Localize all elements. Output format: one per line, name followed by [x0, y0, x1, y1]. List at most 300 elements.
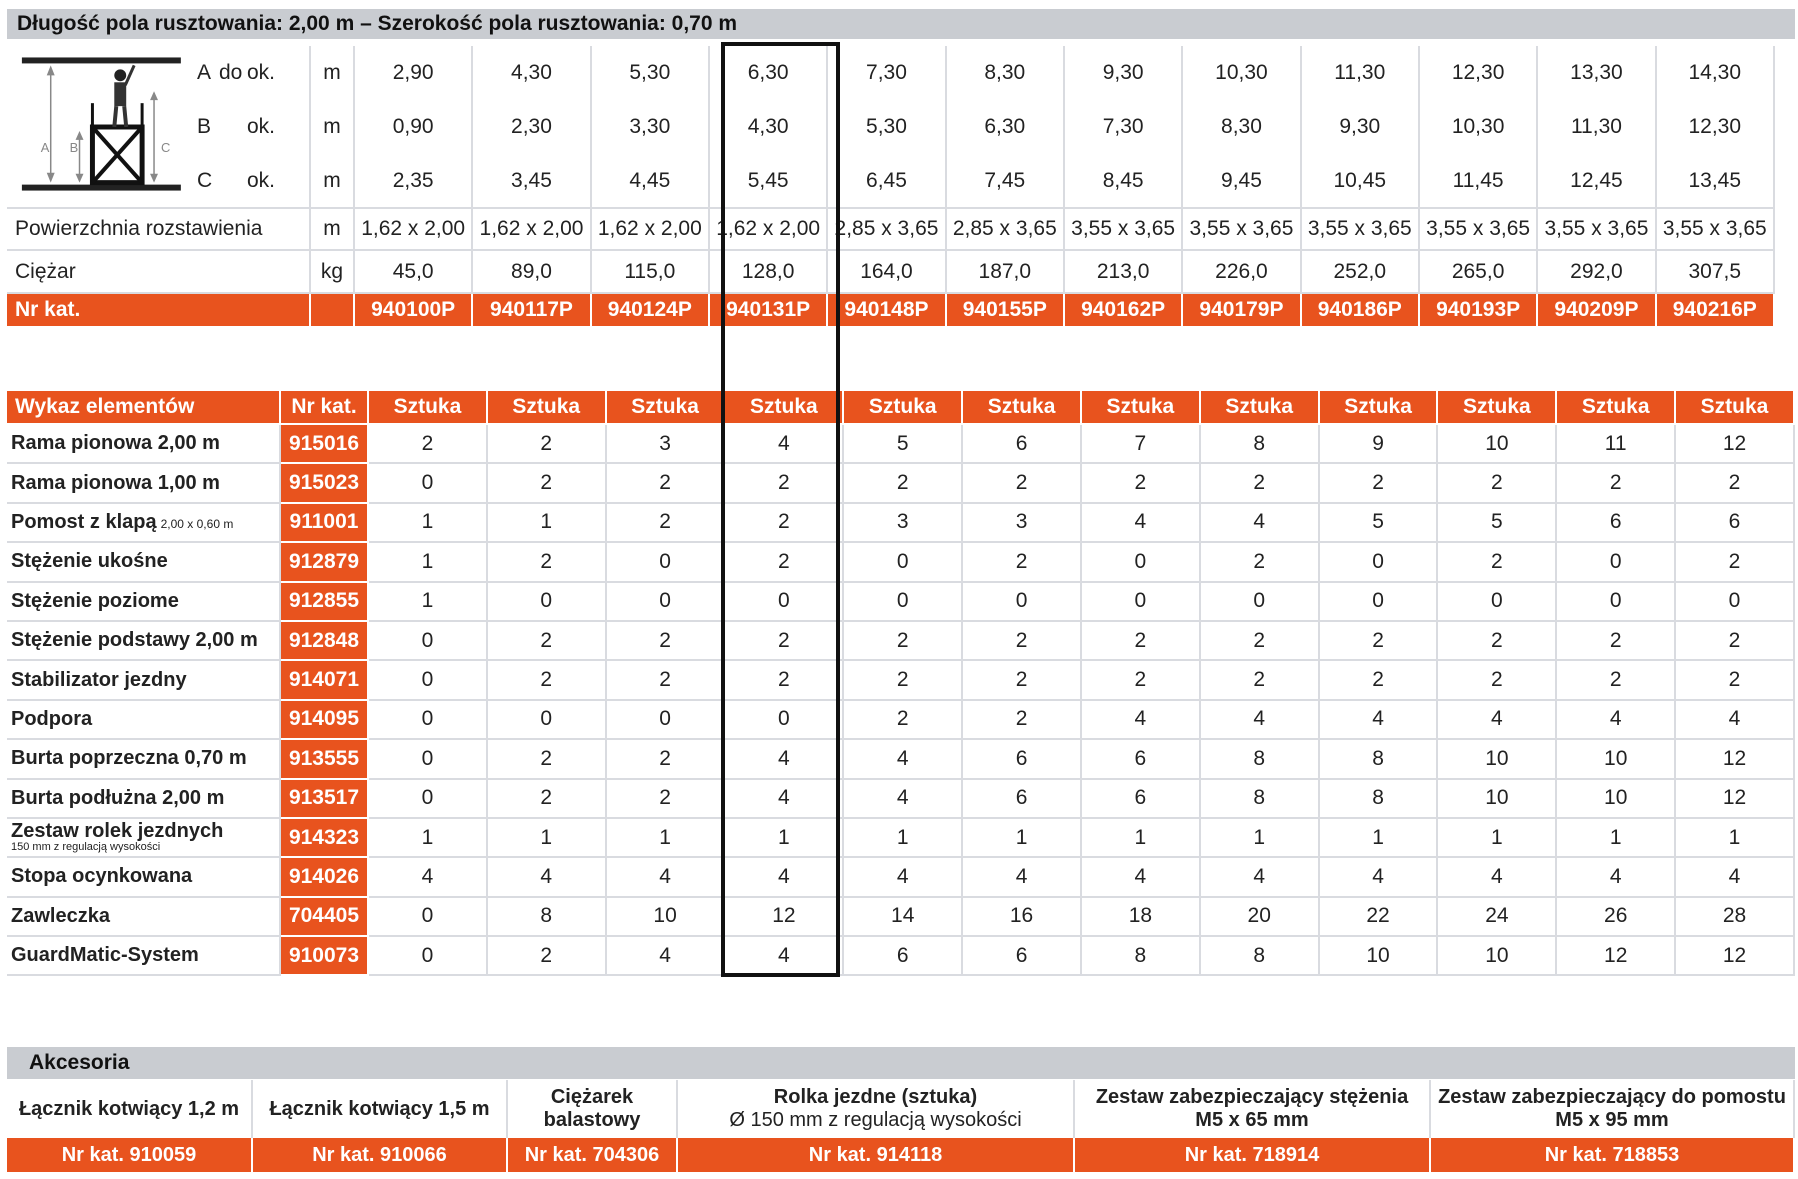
element-name: Zestaw rolek jezdnych	[11, 820, 224, 843]
element-name: Stopa ocynkowana	[11, 865, 193, 888]
element-quantity: 4	[963, 858, 1082, 897]
element-quantity: 4	[844, 858, 963, 897]
element-quantity: 11	[1557, 425, 1676, 464]
elements-header-qty: Sztuka	[844, 391, 963, 425]
element-quantity: 1	[369, 543, 488, 582]
element-quantity: 1	[369, 504, 488, 543]
accessory-detail: Ø 150 mm z regulacją wysokości	[729, 1109, 1022, 1131]
accessory-name-cell	[678, 1080, 1075, 1138]
accessory-name-cell	[1431, 1080, 1795, 1138]
element-catalog-number: 913517	[281, 780, 369, 819]
dimension-letter: A	[197, 61, 212, 84]
element-quantity: 0	[369, 622, 488, 661]
element-quantity: 0	[844, 543, 963, 582]
element-quantity: 7	[1082, 425, 1201, 464]
element-quantity: 10	[1557, 740, 1676, 779]
footprint-value: 3,55 x 3,65	[1657, 209, 1775, 251]
element-quantity: 1	[369, 583, 488, 622]
dimension-value: 12,30	[1420, 46, 1538, 100]
weight-value: 187,0	[947, 251, 1065, 294]
weight-value: 89,0	[473, 251, 591, 294]
element-quantity: 4	[1082, 504, 1201, 543]
element-quantity: 0	[488, 701, 607, 740]
element-quantity: 12	[1676, 780, 1795, 819]
element-quantity: 4	[1438, 701, 1557, 740]
dimension-value: 0,90	[355, 100, 473, 154]
element-quantity: 0	[488, 583, 607, 622]
element-quantity: 2	[725, 661, 844, 700]
element-quantity: 0	[607, 543, 726, 582]
dimension-value: 7,30	[828, 46, 946, 100]
unit-cell: m	[311, 154, 355, 209]
element-quantity: 1	[1201, 819, 1320, 858]
catalog-number: 940179P	[1183, 294, 1301, 326]
accessory-name: Zestaw zabezpieczający do pomostu	[1438, 1086, 1786, 1108]
dimension-approx: ok.	[247, 169, 276, 192]
element-quantity: 2	[844, 622, 963, 661]
accessory-catalog-number: Nr kat. 704306	[508, 1138, 678, 1172]
element-quantity: 2	[607, 661, 726, 700]
element-quantity: 0	[1438, 583, 1557, 622]
dimension-value: 4,30	[473, 46, 591, 100]
element-name-cell	[7, 543, 281, 582]
element-quantity: 5	[1320, 504, 1439, 543]
dimension-value: 2,30	[473, 100, 591, 154]
element-quantity: 10	[1557, 780, 1676, 819]
elements-header-qty: Sztuka	[963, 391, 1082, 425]
element-quantity: 4	[1320, 701, 1439, 740]
elements-header-qty: Sztuka	[607, 391, 726, 425]
element-quantity: 6	[1082, 740, 1201, 779]
weight-value: 252,0	[1302, 251, 1420, 294]
element-quantity: 2	[1676, 661, 1795, 700]
dimension-value: 10,45	[1302, 154, 1420, 209]
element-name: Zawleczka	[11, 904, 110, 927]
element-name: Stabilizator jezdny	[11, 668, 187, 691]
accessories-title-bar: Akcesoria	[7, 1047, 1795, 1079]
element-quantity: 6	[963, 937, 1082, 976]
footprint-value: 3,55 x 3,65	[1538, 209, 1656, 251]
element-quantity: 5	[1438, 504, 1557, 543]
element-quantity: 4	[725, 740, 844, 779]
element-quantity: 4	[1557, 858, 1676, 897]
element-quantity: 2	[725, 504, 844, 543]
element-quantity: 0	[369, 661, 488, 700]
elements-header-qty: Sztuka	[1082, 391, 1201, 425]
weight-value: 265,0	[1420, 251, 1538, 294]
dimension-value: 13,30	[1538, 46, 1656, 100]
element-quantity: 2	[1320, 464, 1439, 503]
unit-cell: kg	[311, 251, 355, 294]
element-quantity: 6	[844, 937, 963, 976]
element-quantity: 4	[725, 780, 844, 819]
element-name-cell	[7, 464, 281, 503]
dimension-letter: C	[197, 169, 213, 192]
element-quantity: 4	[844, 740, 963, 779]
element-quantity: 12	[1557, 937, 1676, 976]
unit-cell: m	[311, 209, 355, 251]
element-quantity: 2	[488, 543, 607, 582]
element-quantity: 2	[607, 780, 726, 819]
element-quantity: 2	[488, 464, 607, 503]
footprint-value: 2,85 x 3,65	[828, 209, 946, 251]
element-quantity: 1	[488, 819, 607, 858]
element-catalog-number: 912848	[281, 622, 369, 661]
scaffold-diagram	[7, 46, 311, 209]
dimension-value: 9,30	[1065, 46, 1183, 100]
dimension-value: 2,90	[355, 46, 473, 100]
element-quantity: 8	[1201, 780, 1320, 819]
element-quantity: 0	[1201, 583, 1320, 622]
dimension-qualifier: do	[219, 61, 243, 84]
element-quantity: 18	[1082, 898, 1201, 937]
element-name: GuardMatic-System	[11, 944, 199, 967]
element-quantity: 2	[1557, 661, 1676, 700]
element-quantity: 0	[1082, 583, 1201, 622]
element-name: Rama pionowa 2,00 m	[11, 432, 220, 455]
element-name-cell	[7, 583, 281, 622]
accessory-name-cell	[7, 1080, 253, 1138]
element-quantity: 2	[963, 661, 1082, 700]
dimension-value: 14,30	[1657, 46, 1775, 100]
element-quantity: 4	[1676, 701, 1795, 740]
element-name-cell	[7, 504, 281, 543]
dimension-value: 12,30	[1657, 100, 1775, 154]
element-quantity: 0	[369, 937, 488, 976]
footprint-value: 1,62 x 2,00	[473, 209, 591, 251]
element-quantity: 4	[607, 937, 726, 976]
element-quantity: 0	[369, 464, 488, 503]
element-name: Stężenie poziome	[11, 589, 179, 612]
element-name-cell	[7, 898, 281, 937]
element-name: Podpora	[11, 707, 93, 730]
element-name-cell	[7, 701, 281, 740]
dimension-approx: ok.	[247, 61, 276, 84]
footprint-value: 1,62 x 2,00	[355, 209, 473, 251]
element-quantity: 1	[963, 819, 1082, 858]
dimension-value: 13,45	[1657, 154, 1775, 209]
accessory-name: Łącznik kotwiący 1,5 m	[269, 1097, 490, 1120]
element-quantity: 2	[1320, 661, 1439, 700]
elements-header-qty: Sztuka	[488, 391, 607, 425]
element-quantity: 2	[488, 425, 607, 464]
elements-header-qty: Sztuka	[369, 391, 488, 425]
element-quantity: 8	[1320, 780, 1439, 819]
footprint-value: 3,55 x 3,65	[1302, 209, 1420, 251]
dimension-value: 7,45	[947, 154, 1065, 209]
dim-label-b: B	[69, 139, 79, 155]
dimension-value: 12,45	[1538, 154, 1656, 209]
element-quantity: 1	[1676, 819, 1795, 858]
element-quantity: 2	[963, 622, 1082, 661]
abc-label-row	[197, 46, 307, 100]
element-quantity: 0	[1557, 543, 1676, 582]
element-quantity: 10	[1438, 780, 1557, 819]
element-quantity: 2	[1438, 622, 1557, 661]
element-quantity: 2	[963, 701, 1082, 740]
dimension-value: 4,45	[592, 154, 710, 209]
accessory-catalog-number: Nr kat. 910066	[253, 1138, 508, 1172]
footprint-label: Powierzchnia rozstawienia	[7, 209, 311, 251]
accessory-detail: M5 x 95 mm	[1555, 1109, 1669, 1131]
element-name-line	[11, 512, 233, 533]
element-note: 2,00 x 0,60 m	[160, 516, 234, 531]
catalog-number: 940209P	[1538, 294, 1656, 326]
element-name: Pomost z klapą	[11, 510, 157, 533]
element-quantity: 1	[844, 819, 963, 858]
element-quantity: 0	[1320, 583, 1439, 622]
element-quantity: 4	[725, 937, 844, 976]
element-quantity: 0	[369, 701, 488, 740]
element-quantity: 2	[1082, 464, 1201, 503]
abc-labels	[197, 46, 307, 209]
element-quantity: 6	[1082, 780, 1201, 819]
dimension-value: 5,45	[710, 154, 828, 209]
dim-label-c: C	[160, 139, 171, 155]
catalog-number: 940155P	[947, 294, 1065, 326]
spec-table	[7, 46, 1775, 326]
accessory-catalog-number: Nr kat. 718853	[1431, 1138, 1795, 1172]
dimension-value: 10,30	[1183, 46, 1301, 100]
element-quantity: 20	[1201, 898, 1320, 937]
element-quantity: 6	[1557, 504, 1676, 543]
element-catalog-number: 915016	[281, 425, 369, 464]
dimension-value: 4,30	[710, 100, 828, 154]
element-catalog-number: 704405	[281, 898, 369, 937]
element-quantity: 3	[607, 425, 726, 464]
footprint-value: 3,55 x 3,65	[1065, 209, 1183, 251]
element-quantity: 2	[1557, 464, 1676, 503]
weight-value: 164,0	[828, 251, 946, 294]
elements-header-qty: Sztuka	[1557, 391, 1676, 425]
element-name: Burta podłużna 2,00 m	[11, 786, 225, 809]
element-quantity: 2	[725, 622, 844, 661]
element-catalog-number: 912879	[281, 543, 369, 582]
element-quantity: 9	[1320, 425, 1439, 464]
catalog-number: 940131P	[710, 294, 828, 326]
element-catalog-number: 912855	[281, 583, 369, 622]
element-note: 150 mm z regulacją wysokości	[11, 841, 161, 854]
element-quantity: 2	[488, 661, 607, 700]
accessory-name: Zestaw zabezpieczający stężenia	[1095, 1086, 1409, 1108]
element-catalog-number: 911001	[281, 504, 369, 543]
dimension-value: 8,45	[1065, 154, 1183, 209]
element-quantity: 2	[844, 701, 963, 740]
dimension-value: 9,45	[1183, 154, 1301, 209]
dimension-value: 6,30	[710, 46, 828, 100]
accessories-table	[7, 1080, 1795, 1172]
element-quantity: 8	[1320, 740, 1439, 779]
element-quantity: 0	[963, 583, 1082, 622]
weight-value: 307,5	[1657, 251, 1775, 294]
abc-label-row	[197, 154, 307, 208]
catalog-number: 940216P	[1657, 294, 1775, 326]
dimension-value: 3,45	[473, 154, 591, 209]
element-quantity: 2	[607, 504, 726, 543]
dimension-value: 10,30	[1420, 100, 1538, 154]
dimension-value: 8,30	[1183, 100, 1301, 154]
element-quantity: 2	[488, 937, 607, 976]
footprint-value: 3,55 x 3,65	[1420, 209, 1538, 251]
element-quantity: 4	[1201, 858, 1320, 897]
element-quantity: 2	[607, 740, 726, 779]
element-quantity: 0	[607, 583, 726, 622]
element-quantity: 4	[607, 858, 726, 897]
element-quantity: 2	[607, 622, 726, 661]
element-quantity: 0	[1676, 583, 1795, 622]
element-quantity: 22	[1320, 898, 1439, 937]
element-quantity: 12	[1676, 937, 1795, 976]
footprint-value: 2,85 x 3,65	[947, 209, 1065, 251]
element-quantity: 2	[1438, 543, 1557, 582]
element-quantity: 26	[1557, 898, 1676, 937]
unit-cell: m	[311, 46, 355, 100]
elements-header-qty: Sztuka	[725, 391, 844, 425]
accessory-name: Rolka jezdne (sztuka)	[773, 1086, 978, 1108]
element-quantity: 1	[1082, 819, 1201, 858]
dimension-value: 11,45	[1420, 154, 1538, 209]
elements-header-cat: Nr kat.	[281, 391, 369, 425]
element-quantity: 10	[1438, 937, 1557, 976]
element-name-cell	[7, 425, 281, 464]
element-name: Stężenie podstawy 2,00 m	[11, 629, 258, 652]
element-quantity: 8	[1082, 937, 1201, 976]
dimension-letter: B	[197, 115, 212, 138]
element-quantity: 12	[725, 898, 844, 937]
element-quantity: 0	[369, 898, 488, 937]
element-quantity: 8	[1201, 937, 1320, 976]
element-quantity: 8	[1201, 425, 1320, 464]
elements-table	[7, 391, 1795, 977]
element-quantity: 2	[1438, 661, 1557, 700]
element-name: Stężenie ukośne	[11, 550, 168, 573]
element-quantity: 0	[369, 740, 488, 779]
element-quantity: 2	[488, 780, 607, 819]
element-quantity: 2	[607, 464, 726, 503]
element-quantity: 6	[963, 425, 1082, 464]
element-name-cell	[7, 661, 281, 700]
element-quantity: 6	[1676, 504, 1795, 543]
dimension-value: 11,30	[1302, 46, 1420, 100]
unit-cell: m	[311, 100, 355, 154]
element-quantity: 2	[488, 622, 607, 661]
footprint-value: 1,62 x 2,00	[592, 209, 710, 251]
accessory-name: Łącznik kotwiący 1,2 m	[18, 1097, 240, 1120]
element-quantity: 2	[1320, 622, 1439, 661]
element-quantity: 14	[844, 898, 963, 937]
element-quantity: 1	[725, 819, 844, 858]
element-name: Burta poprzeczna 0,70 m	[11, 747, 247, 770]
element-quantity: 4	[1438, 858, 1557, 897]
element-name-cell	[7, 780, 281, 819]
element-quantity: 4	[725, 425, 844, 464]
element-quantity: 1	[1557, 819, 1676, 858]
element-quantity: 8	[1201, 740, 1320, 779]
element-quantity: 2	[963, 543, 1082, 582]
element-quantity: 2	[1201, 464, 1320, 503]
dim-label-a: A	[40, 139, 50, 155]
element-quantity: 2	[844, 464, 963, 503]
element-quantity: 4	[369, 858, 488, 897]
element-quantity: 2	[963, 464, 1082, 503]
element-quantity: 2	[369, 425, 488, 464]
element-quantity: 4	[1082, 858, 1201, 897]
element-quantity: 1	[607, 819, 726, 858]
element-quantity: 2	[1082, 622, 1201, 661]
dimension-value: 2,35	[355, 154, 473, 209]
element-quantity: 4	[1201, 504, 1320, 543]
element-quantity: 6	[963, 780, 1082, 819]
dimension-value: 5,30	[828, 100, 946, 154]
element-quantity: 2	[1201, 622, 1320, 661]
element-quantity: 10	[1438, 425, 1557, 464]
element-quantity: 4	[488, 858, 607, 897]
element-quantity: 0	[1557, 583, 1676, 622]
element-quantity: 2	[725, 464, 844, 503]
spec-title-bar: Długość pola rusztowania: 2,00 m – Szerokość pola rusztowania: 0,70 m	[7, 9, 1795, 39]
dimension-value: 11,30	[1538, 100, 1656, 154]
weight-value: 115,0	[592, 251, 710, 294]
catalog-number: 940193P	[1420, 294, 1538, 326]
dimension-value: 6,45	[828, 154, 946, 209]
element-quantity: 4	[725, 858, 844, 897]
element-quantity: 4	[1201, 701, 1320, 740]
element-quantity: 0	[1320, 543, 1439, 582]
element-quantity: 0	[607, 701, 726, 740]
catalog-number: 940124P	[592, 294, 710, 326]
element-catalog-number: 913555	[281, 740, 369, 779]
element-quantity: 2	[1557, 622, 1676, 661]
element-quantity: 2	[1438, 464, 1557, 503]
dimension-value: 5,30	[592, 46, 710, 100]
element-catalog-number: 914026	[281, 858, 369, 897]
element-quantity: 1	[1438, 819, 1557, 858]
accessory-catalog-number: Nr kat. 914118	[678, 1138, 1075, 1172]
element-quantity: 2	[725, 543, 844, 582]
element-quantity: 1	[369, 819, 488, 858]
element-quantity: 24	[1438, 898, 1557, 937]
element-catalog-number: 914071	[281, 661, 369, 700]
weight-value: 128,0	[710, 251, 828, 294]
element-quantity: 5	[844, 425, 963, 464]
element-quantity: 0	[844, 583, 963, 622]
dimension-value: 6,30	[947, 100, 1065, 154]
elements-header-qty: Sztuka	[1320, 391, 1439, 425]
element-quantity: 4	[1557, 701, 1676, 740]
element-quantity: 3	[844, 504, 963, 543]
element-quantity: 4	[1082, 701, 1201, 740]
element-quantity: 2	[1201, 543, 1320, 582]
dimension-value: 7,30	[1065, 100, 1183, 154]
element-quantity: 10	[1438, 740, 1557, 779]
element-catalog-number: 915023	[281, 464, 369, 503]
element-quantity: 1	[1320, 819, 1439, 858]
element-name-cell	[7, 819, 281, 858]
element-quantity: 10	[607, 898, 726, 937]
catalog-unit-blank	[311, 294, 355, 326]
element-quantity: 12	[1676, 740, 1795, 779]
element-quantity: 6	[963, 740, 1082, 779]
weight-value: 226,0	[1183, 251, 1301, 294]
element-quantity: 4	[1320, 858, 1439, 897]
footprint-value: 3,55 x 3,65	[1183, 209, 1301, 251]
element-quantity: 2	[1201, 661, 1320, 700]
abc-label-row	[197, 100, 307, 154]
element-quantity: 1	[488, 504, 607, 543]
element-quantity: 12	[1676, 425, 1795, 464]
catalog-number: 940117P	[473, 294, 591, 326]
accessory-name-cell	[508, 1080, 678, 1138]
